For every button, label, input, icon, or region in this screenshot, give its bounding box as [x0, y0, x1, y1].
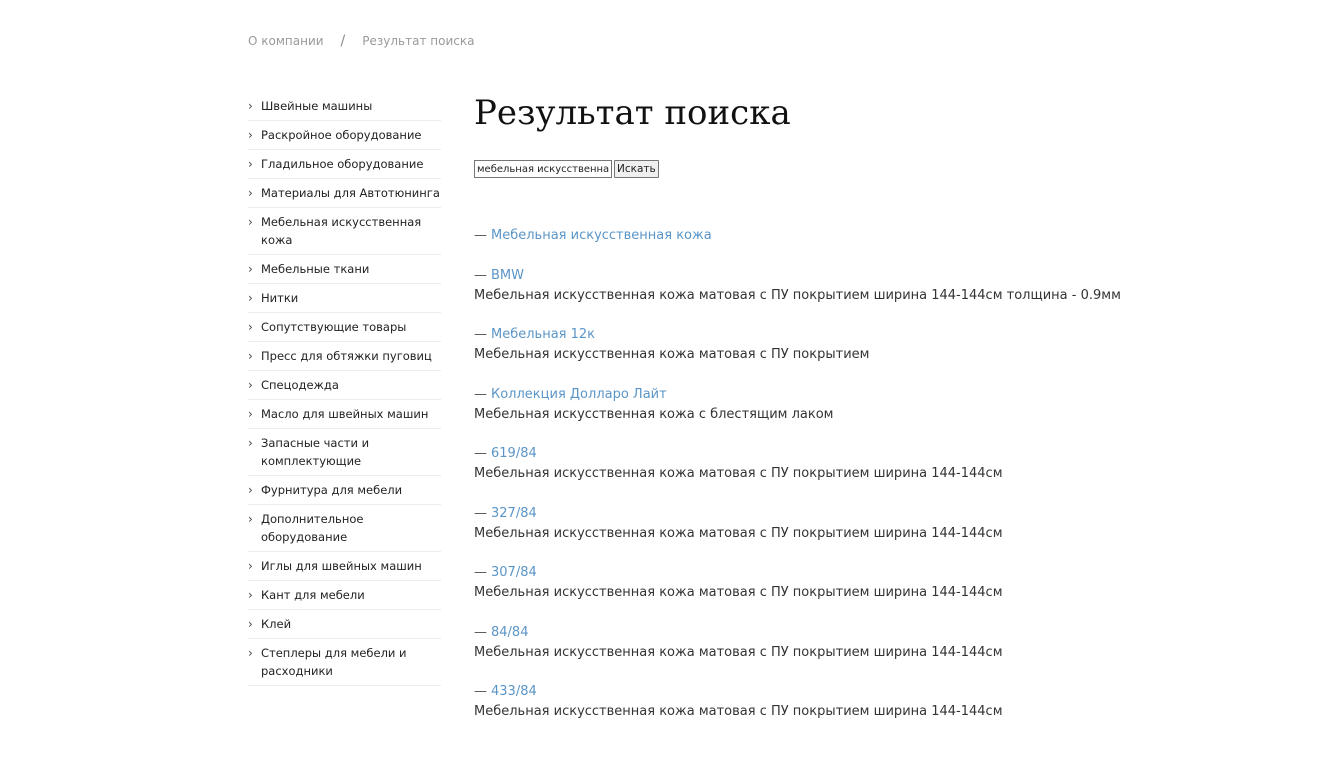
result-title: Коллекция Долларо Лайт	[491, 386, 667, 402]
chevron-right-icon: ›	[248, 407, 253, 421]
chevron-right-icon: ›	[248, 559, 253, 573]
search-button[interactable]: Искать	[614, 160, 659, 178]
chevron-right-icon: ›	[248, 262, 253, 276]
chevron-right-icon: ›	[248, 215, 253, 229]
result-item	[474, 444, 1274, 484]
breadcrumb-item-current: Результат поиска	[362, 34, 475, 48]
result-item	[474, 226, 1274, 246]
result-title: 433/84	[491, 684, 537, 699]
dash: —	[474, 327, 487, 342]
sidebar-item-label: Иглы для швейных машин	[261, 559, 422, 573]
sidebar-item-sewing-machines[interactable]	[248, 92, 441, 121]
result-description: Мебельная искусственная кожа матовая с ПУ покрытием ширина 144-144см	[474, 466, 1003, 481]
result-item	[474, 266, 1274, 306]
sidebar-item-label: Масло для швейных машин	[261, 407, 429, 421]
dash: —	[474, 565, 487, 580]
sidebar-item-furniture-fittings[interactable]	[248, 476, 441, 505]
result-link[interactable]	[474, 444, 1274, 464]
sidebar-item-label: Швейные машины	[261, 99, 373, 113]
sidebar-item-button-press[interactable]	[248, 342, 441, 371]
sidebar-item-furniture-piping[interactable]	[248, 581, 441, 610]
sidebar-item-label: Кант для мебели	[261, 588, 365, 602]
result-item	[474, 325, 1274, 365]
chevron-right-icon: ›	[248, 157, 253, 171]
result-link[interactable]	[474, 623, 1274, 643]
chevron-right-icon: ›	[248, 512, 253, 526]
breadcrumb-separator: /	[340, 33, 346, 49]
sidebar-item-label: Гладильное оборудование	[261, 157, 424, 171]
sidebar-item-label: Сопутствующие товары	[261, 320, 407, 334]
breadcrumb	[248, 33, 474, 49]
result-link[interactable]	[474, 325, 1274, 345]
sidebar-item-label: Спецодежда	[261, 378, 339, 392]
search-results	[474, 226, 1274, 722]
page-title: Результат поиска	[474, 93, 791, 133]
sidebar-item-furniture-fabrics[interactable]	[248, 255, 441, 284]
result-link[interactable]	[474, 504, 1274, 524]
chevron-right-icon: ›	[248, 128, 253, 142]
result-title: 307/84	[491, 565, 537, 580]
result-item	[474, 385, 1274, 425]
result-title: 84/84	[491, 624, 529, 640]
result-title: 619/84	[491, 446, 537, 461]
sidebar-item-ironing-equipment[interactable]	[248, 150, 441, 179]
result-title: BMW	[491, 267, 524, 283]
result-link[interactable]	[474, 682, 1274, 702]
sidebar-item-label: Материалы для Автотюнинга	[261, 186, 440, 200]
chevron-right-icon: ›	[248, 349, 253, 363]
result-description: Мебельная искусственная кожа матовая с ПУ покрытием ширина 144-144см	[474, 585, 1003, 600]
result-description: Мебельная искусственная кожа матовая с ПУ покрытием ширина 144-144см толщина - 0.9мм	[474, 287, 1121, 303]
sidebar-item-needles[interactable]	[248, 552, 441, 581]
result-link[interactable]	[474, 563, 1274, 583]
dash: —	[474, 624, 487, 640]
chevron-right-icon: ›	[248, 588, 253, 602]
sidebar-item-workwear[interactable]	[248, 371, 441, 400]
sidebar-item-label: Клей	[261, 617, 292, 631]
result-link[interactable]	[474, 226, 1274, 246]
sidebar-item-label: Нитки	[261, 291, 299, 305]
chevron-right-icon: ›	[248, 99, 253, 113]
result-title: Мебельная 12к	[491, 327, 596, 342]
result-link[interactable]	[474, 385, 1274, 405]
dash: —	[474, 267, 487, 283]
sidebar-item-additional-equipment[interactable]	[248, 505, 441, 552]
breadcrumb-item-company[interactable]: О компании	[248, 34, 324, 48]
sidebar-item-label: Степлеры для мебели и расходники	[261, 646, 407, 678]
result-description: Мебельная искусственная кожа матовая с ПУ покрытием ширина 144-144см	[474, 704, 1003, 719]
search-input[interactable]	[474, 160, 612, 178]
result-item	[474, 563, 1274, 603]
sidebar-item-label: Дополнительное оборудование	[261, 512, 364, 544]
chevron-right-icon: ›	[248, 378, 253, 392]
search-form	[474, 160, 1274, 178]
sidebar-item-spare-parts[interactable]	[248, 429, 441, 476]
dash: —	[474, 228, 487, 243]
result-title: 327/84	[491, 505, 537, 521]
result-item	[474, 623, 1274, 663]
chevron-right-icon: ›	[248, 483, 253, 497]
sidebar-item-label: Запасные части и комплектующие	[261, 436, 370, 468]
chevron-right-icon: ›	[248, 186, 253, 200]
dash: —	[474, 505, 487, 521]
result-description: Мебельная искусственная кожа матовая с ПУ покрытием ширина 144-144см	[474, 525, 1003, 541]
chevron-right-icon: ›	[248, 291, 253, 305]
result-title: Мебельная искусственная кожа	[491, 228, 712, 243]
sidebar-item-auto-tuning-materials[interactable]	[248, 179, 441, 208]
sidebar-item-staplers[interactable]	[248, 639, 441, 686]
chevron-right-icon: ›	[248, 320, 253, 334]
result-item	[474, 682, 1274, 722]
sidebar-menu	[248, 92, 441, 686]
sidebar-item-glue[interactable]	[248, 610, 441, 639]
result-link[interactable]	[474, 266, 1274, 286]
dash: —	[474, 684, 487, 699]
chevron-right-icon: ›	[248, 436, 253, 450]
chevron-right-icon: ›	[248, 646, 253, 660]
dash: —	[474, 386, 487, 402]
sidebar-item-label: Пресс для обтяжки пуговиц	[261, 349, 432, 363]
sidebar-item-machine-oil[interactable]	[248, 400, 441, 429]
sidebar-item-cutting-equipment[interactable]	[248, 121, 441, 150]
result-description: Мебельная искусственная кожа матовая с ПУ покрытием	[474, 347, 870, 362]
chevron-right-icon: ›	[248, 617, 253, 631]
result-description: Мебельная искусственная кожа с блестящим лаком	[474, 406, 834, 422]
sidebar-item-label: Фурнитура для мебели	[261, 483, 403, 497]
sidebar-item-threads[interactable]	[248, 284, 441, 313]
sidebar-item-label: Мебельные ткани	[261, 262, 370, 276]
main-content	[474, 90, 1274, 742]
sidebar-item-furniture-leather[interactable]	[248, 208, 441, 255]
result-item	[474, 504, 1274, 544]
result-description: Мебельная искусственная кожа матовая с ПУ покрытием ширина 144-144см	[474, 644, 1003, 660]
sidebar-item-label: Раскройное оборудование	[261, 128, 422, 142]
sidebar-item-related-goods[interactable]	[248, 313, 441, 342]
dash: —	[474, 446, 487, 461]
sidebar-item-label: Мебельная искусственная кожа	[261, 215, 422, 247]
